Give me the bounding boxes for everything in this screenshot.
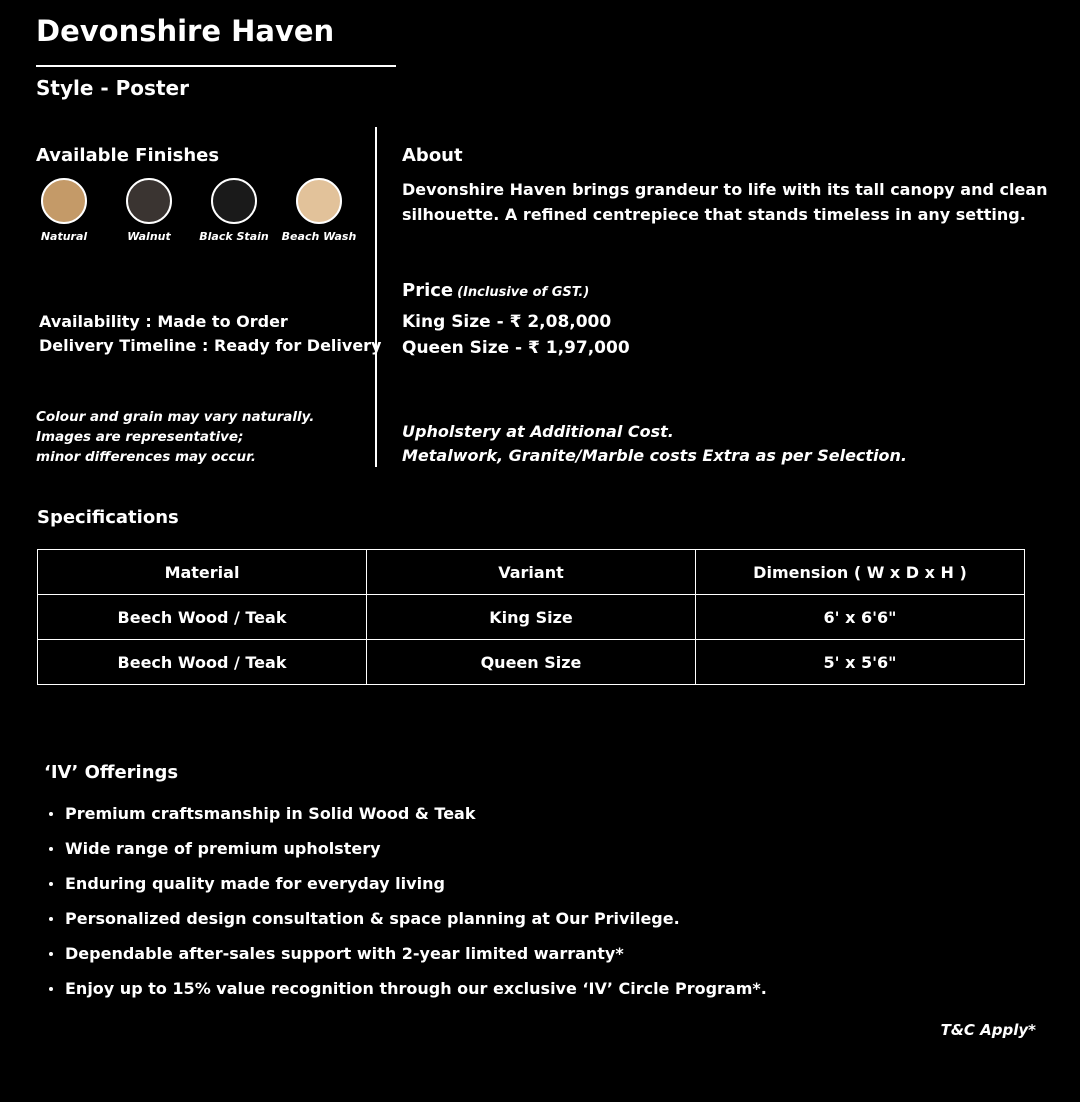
about-text: Devonshire Haven brings grandeur to life with its tall canopy and clean silhouette. A refined centrepiece that stands timeless in any setting. [402, 180, 1048, 224]
table-row [38, 640, 1025, 685]
style-label: Style - Poster [36, 76, 189, 100]
bullet-icon [49, 812, 53, 816]
bullet-icon [49, 882, 53, 886]
finish-black-stain[interactable] [192, 178, 276, 243]
swatch-label-natural: Natural [40, 230, 88, 243]
price-king: King Size - ₹ 2,08,000 [402, 312, 612, 332]
swatch-label-black-stain: Black Stain [199, 230, 269, 243]
bullet-icon [49, 917, 53, 921]
offerings-list [46, 800, 767, 1010]
title-underline [36, 65, 396, 67]
swatch-black-stain [211, 178, 257, 224]
offering-text: Wide range of premium upholstery [65, 839, 381, 858]
price-gst-note: (Inclusive of GST.) [457, 285, 590, 300]
price-label: Price [402, 280, 454, 301]
offering-text: Dependable after-sales support with 2-year limited warranty* [65, 944, 624, 963]
finishes-heading: Available Finishes [36, 145, 220, 166]
list-item [46, 835, 767, 870]
offering-text: Premium craftsmanship in Solid Wood & Teak [65, 804, 476, 823]
swatch-label-beach-wash: Beach Wash [281, 230, 357, 243]
availability-info [39, 310, 381, 358]
list-item [46, 800, 767, 835]
table-row [38, 595, 1025, 640]
bullet-icon [49, 987, 53, 991]
cell-variant: King Size [367, 595, 696, 640]
price-list [402, 309, 630, 361]
price-heading [402, 280, 589, 301]
offerings-heading: ‘IV’ Offerings [44, 762, 179, 783]
column-header-material: Material [38, 550, 367, 595]
column-divider [375, 127, 377, 467]
cell-dimension: 6' x 6'6" [696, 595, 1025, 640]
column-header-dimension: Dimension ( W x D x H ) [696, 550, 1025, 595]
bullet-icon [49, 847, 53, 851]
cell-dimension: 5' x 5'6" [696, 640, 1025, 685]
swatch-beach-wash [296, 178, 342, 224]
swatch-label-walnut: Walnut [127, 230, 171, 243]
note-line-1: Colour and grain may vary naturally. [36, 409, 315, 425]
terms-note: T&C Apply* [940, 1021, 1036, 1039]
list-item [46, 905, 767, 940]
metalwork-note: Metalwork, Granite/Marble costs Extra as per Selection. [402, 446, 908, 465]
extra-costs [402, 420, 907, 468]
table-header-row [38, 550, 1025, 595]
price-queen: Queen Size - ₹ 1,97,000 [402, 338, 630, 358]
specifications-heading: Specifications [37, 507, 179, 528]
swatch-natural [41, 178, 87, 224]
about-heading: About [402, 145, 463, 166]
note-line-2: Images are representative; [36, 429, 244, 445]
cell-material: Beech Wood / Teak [38, 640, 367, 685]
delivery-timeline-line: Delivery Timeline : Ready for Delivery [39, 336, 382, 355]
availability-line: Availability : Made to Order [39, 312, 288, 331]
offering-text: Enjoy up to 15% value recognition through our exclusive ‘IV’ Circle Program*. [65, 979, 767, 998]
bullet-icon [49, 952, 53, 956]
page-title: Devonshire Haven [36, 14, 335, 48]
finish-walnut[interactable] [107, 178, 191, 243]
list-item [46, 975, 767, 1010]
finish-beach-wash[interactable] [277, 178, 361, 243]
swatch-walnut [126, 178, 172, 224]
list-item [46, 870, 767, 905]
colour-note [36, 407, 314, 467]
cell-material: Beech Wood / Teak [38, 595, 367, 640]
list-item [46, 940, 767, 975]
cell-variant: Queen Size [367, 640, 696, 685]
offering-text: Enduring quality made for everyday living [65, 874, 445, 893]
column-header-variant: Variant [367, 550, 696, 595]
finish-natural[interactable] [22, 178, 106, 243]
offering-text: Personalized design consultation & space planning at Our Privilege. [65, 909, 680, 928]
upholstery-note: Upholstery at Additional Cost. [402, 422, 674, 441]
specifications-table [37, 549, 1025, 685]
note-line-3: minor differences may occur. [36, 449, 256, 465]
